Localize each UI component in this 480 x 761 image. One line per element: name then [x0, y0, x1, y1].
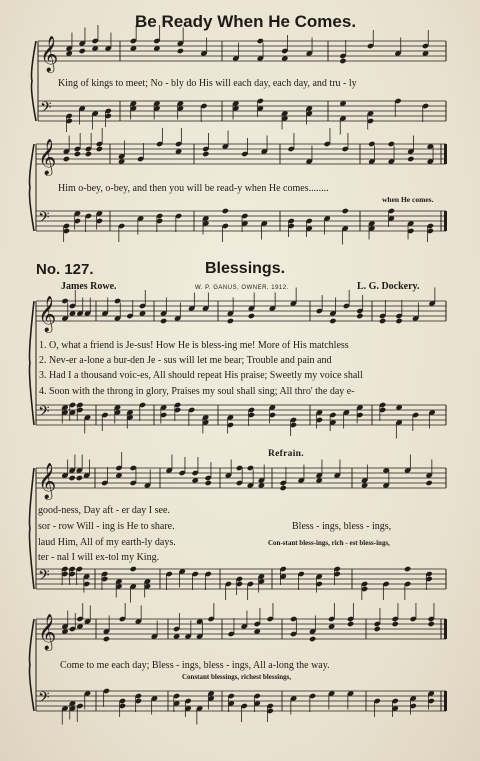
- note-head: [329, 318, 336, 324]
- note-head: [85, 151, 92, 157]
- verse-end-3: laud Him, All of my earth-ly days.: [38, 537, 176, 548]
- treble-clef-icon: 𝄞: [38, 139, 57, 175]
- note-head: [222, 208, 229, 214]
- system-brace: [30, 619, 35, 711]
- note-head: [342, 208, 349, 214]
- note-head: [339, 58, 346, 64]
- treble-clef-icon: 𝄞: [40, 36, 59, 72]
- note-head: [379, 318, 386, 324]
- hymn-title-top: Be Ready When He Comes.: [135, 12, 357, 31]
- hymn-title: Blessings.: [205, 260, 286, 277]
- note-head: [395, 318, 402, 324]
- bass-clef-icon: 𝄢: [38, 403, 50, 424]
- small-lyric: when He comes.: [382, 195, 434, 204]
- owner-note: W. P. GANUS, OWNER, 1912.: [195, 285, 289, 291]
- composer: L. G. Dockery.: [357, 281, 420, 292]
- bass-clef-icon: 𝄢: [38, 689, 50, 710]
- note-head: [407, 156, 414, 162]
- refrain-lyric: Bless - ings, bless - ings,: [292, 521, 392, 532]
- note-head: [177, 48, 184, 54]
- treble-clef-icon: 𝄞: [38, 296, 57, 332]
- note-head: [428, 621, 435, 627]
- note-head: [96, 146, 103, 152]
- verse-end-2: sor - row Will - ing is He to share.: [38, 521, 175, 532]
- verse-line-1: 1. O, what a friend is Je-sus! How He is bless-ing me! More of His matchless: [39, 340, 349, 351]
- lyric-line: Him o-bey, o-bey, and then you will be read-y when He comes........: [58, 183, 329, 194]
- note-head: [374, 626, 381, 632]
- treble-clef-icon: 𝄞: [38, 614, 57, 650]
- system-brace: [30, 301, 35, 425]
- note-head: [202, 151, 209, 157]
- note-head: [280, 485, 287, 491]
- note-head: [205, 480, 212, 486]
- refrain-small-lyric: Con-stant bless-ings, rich - est bless-ings,: [268, 539, 390, 547]
- final-small-lyric: Constant blessings, richest blessings,: [182, 673, 292, 681]
- note-head: [76, 475, 83, 481]
- note-head: [68, 475, 75, 481]
- final-bar: [444, 211, 447, 231]
- final-bar: [444, 144, 447, 164]
- note-head: [248, 313, 255, 319]
- final-bar: [444, 691, 447, 711]
- system-brace: [32, 41, 37, 121]
- bass-clef-icon: 𝄢: [38, 209, 50, 230]
- note-head: [356, 313, 363, 319]
- final-lyric-line: Come to me each day; Bless - ings, bless - ings, All a-long the way.: [60, 660, 330, 671]
- refrain-label: Refrain.: [268, 449, 304, 459]
- verse-line-2: 2. Nev-er a-lone a bur-den Je - sus will let me bear; Trouble and pain and: [39, 355, 332, 366]
- hymn-number: No. 127.: [36, 261, 94, 278]
- note-head: [347, 621, 354, 627]
- verse-line-4: 4. Soon with the throng in glory, Praises my soul shall sing; All thro' the day e-: [39, 386, 355, 397]
- lyric-line: King of kings to meet; No - bly do His will each day, each day, and tru - ly: [58, 78, 357, 89]
- verse-end-4: ter - nal I will ex-tol my King.: [38, 552, 160, 563]
- note-head: [227, 318, 234, 324]
- note-head: [160, 318, 167, 324]
- note-head: [404, 566, 411, 572]
- note-head: [63, 156, 70, 162]
- note-head: [130, 566, 137, 572]
- note-head: [309, 636, 316, 642]
- bass-clef-icon: 𝄢: [40, 99, 52, 120]
- note-head: [392, 621, 399, 627]
- final-bar: [444, 619, 447, 639]
- author: James Rowe.: [61, 281, 117, 292]
- note-head: [79, 48, 86, 54]
- verse-end-1: good-ness, Day aft - er day I see.: [38, 505, 170, 516]
- note-head: [74, 151, 81, 157]
- verse-line-3: 3. Had I a thousand voic-es, All should repeat His praise; Sweetly my voice shall: [39, 370, 363, 381]
- treble-clef-icon: 𝄞: [38, 463, 57, 499]
- bass-clef-icon: 𝄢: [38, 567, 50, 588]
- note-head: [425, 480, 432, 486]
- system-brace: [30, 144, 35, 231]
- system-brace: [30, 468, 35, 589]
- note-head: [103, 636, 110, 642]
